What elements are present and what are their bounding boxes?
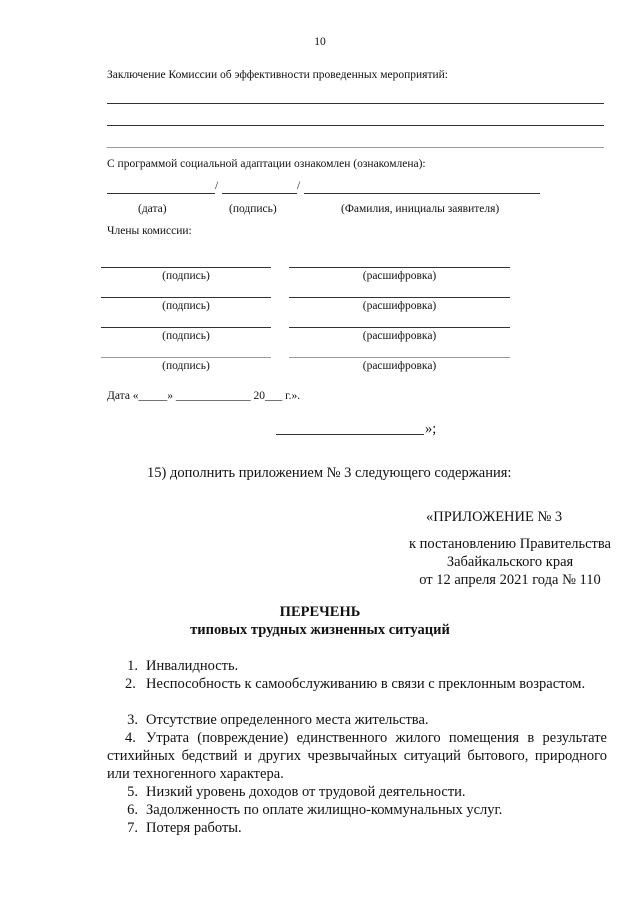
- closing-line: [276, 434, 424, 435]
- conclusion-label: Заключение Комиссии об эффективности проведенных мероприятий:: [107, 69, 448, 81]
- list-item: 3. Отсутствие определенного места жительства.: [127, 712, 429, 728]
- list-item: 7. Потеря работы.: [127, 820, 242, 836]
- signature-field-line: [222, 193, 297, 194]
- closing-mark: »;: [425, 421, 437, 437]
- member-decode-line: [289, 357, 510, 358]
- list-item: 6. Задолженность по оплате жилищно-коммунальных услуг.: [127, 802, 503, 818]
- name-caption: (Фамилия, инициалы заявителя): [341, 203, 500, 215]
- familiarized-label: С программой социальной адаптации ознакомлен (ознакомлена):: [107, 158, 426, 170]
- list-heading: ПЕРЕЧЕНЬ: [279, 604, 361, 620]
- member-decode-caption: (расшифровка): [362, 330, 437, 342]
- date-field-line: [107, 193, 215, 194]
- member-signature-caption: (подпись): [162, 270, 210, 282]
- appendix-line: Забайкальского края: [446, 554, 574, 570]
- date-line: Дата «_____» _____________ 20___ г.».: [107, 390, 301, 402]
- appendix-line: к постановлению Правительства: [409, 536, 611, 552]
- conclusion-line-3: [107, 147, 604, 148]
- list-item: 1. Инвалидность.: [127, 658, 239, 674]
- amendment-text: 15) дополнить приложением № 3 следующего содержания:: [147, 465, 512, 481]
- separator: /: [297, 180, 301, 192]
- conclusion-line-2: [107, 125, 604, 126]
- conclusion-line-1: [107, 103, 604, 104]
- list-item: 2. Неспособность к самообслуживанию в связи с преклонным возрастом.: [125, 676, 586, 692]
- member-signature-caption: (подпись): [162, 330, 210, 342]
- list-subheading: типовых трудных жизненных ситуаций: [190, 622, 450, 638]
- member-decode-line: [289, 297, 510, 298]
- member-signature-line: [101, 357, 271, 358]
- member-signature-caption: (подпись): [162, 360, 210, 372]
- member-signature-line: [101, 327, 271, 328]
- name-field-line: [304, 193, 540, 194]
- date-caption: (дата): [138, 203, 167, 215]
- appendix-reference: [380, 535, 640, 589]
- member-signature-line: [101, 267, 271, 268]
- list-item: 5. Низкий уровень доходов от трудовой деятельности.: [127, 784, 466, 800]
- member-decode-line: [289, 267, 510, 268]
- signature-caption: (подпись): [229, 203, 277, 215]
- list-item: 4. Утрата (повреждение) единственного жилого помещения в результате стихийных бедствий и других чрезвычайных ситуаций бытового, природного или техногенного характера.: [107, 730, 607, 782]
- separator: /: [215, 180, 219, 192]
- member-signature-caption: (подпись): [162, 300, 210, 312]
- member-decode-caption: (расшифровка): [362, 300, 437, 312]
- member-decode-line: [289, 327, 510, 328]
- appendix-line: от 12 апреля 2021 года № 110: [419, 572, 601, 588]
- member-decode-caption: (расшифровка): [362, 360, 437, 372]
- members-label: Члены комиссии:: [107, 225, 192, 237]
- member-signature-line: [101, 297, 271, 298]
- page-number: 10: [314, 36, 326, 48]
- appendix-title: «ПРИЛОЖЕНИЕ № 3: [426, 509, 563, 525]
- member-decode-caption: (расшифровка): [362, 270, 437, 282]
